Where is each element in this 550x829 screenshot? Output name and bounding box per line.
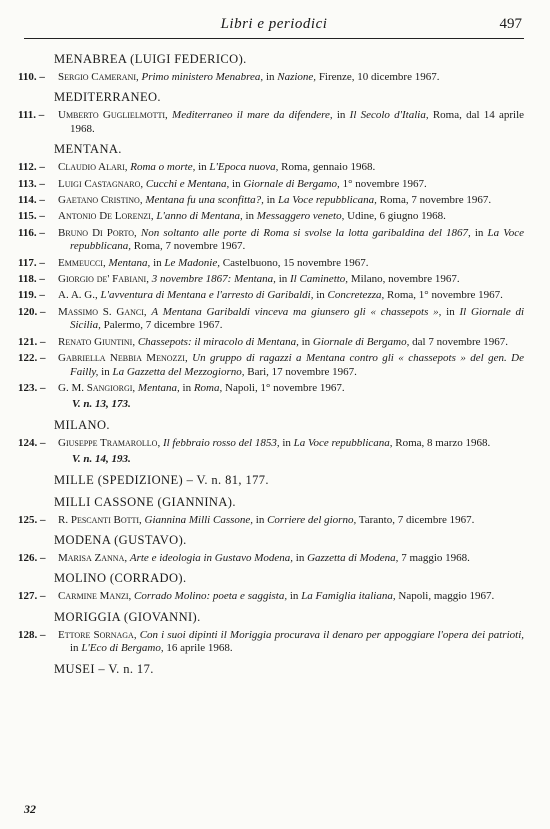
entry-title: L'avventura di Mentana e l'arresto di Garibaldi,: [100, 289, 314, 302]
entry-number: 112. –: [18, 161, 45, 174]
section-heading: MODENA (GUSTAVO).: [54, 532, 187, 547]
entry-place-date: Palermo, 7 dicembre 1967.: [103, 319, 223, 332]
entry-place-date: Roma, 8 marzo 1968.: [395, 436, 491, 449]
bibliography-entry: [18, 194, 524, 207]
entry-title: Il febbraio rosso del 1853,: [162, 436, 280, 449]
entry-title: Corrado Molino: poeta e saggista,: [134, 590, 288, 603]
entry-place-date: Taranto, 7 dicembre 1967.: [358, 513, 475, 526]
page-number: 497: [499, 16, 522, 32]
entry-publication: L'Epoca nuova,: [209, 161, 279, 174]
entry-publication: La Famiglia italiana,: [301, 590, 396, 603]
section-heading: MORIGGIA (GIOVANNI).: [54, 609, 201, 624]
entry-publication: La Voce repubblicana,: [277, 194, 377, 207]
entry-publication: Roma,: [193, 381, 223, 394]
bibliography-entry: [18, 210, 524, 223]
entry-number: 122. –: [18, 352, 46, 365]
entry-place-date: dal 7 novembre 1967.: [412, 335, 509, 348]
bibliography-entry: [18, 273, 524, 286]
entry-title: Primo ministero Menabrea,: [141, 71, 264, 83]
entry-connector: in: [198, 161, 207, 174]
entry-publication: Giornale di Bergamo,: [243, 177, 340, 190]
entry-author: Sergio Camerani,: [58, 71, 139, 83]
bibliography-entry: [18, 177, 524, 191]
entry-title: Giannina Milli Cassone,: [144, 513, 254, 526]
section-heading: MUSEI – V. n. 17.: [54, 661, 154, 676]
entry-connector: in: [295, 551, 305, 564]
entry-title: A Mentana Garibaldi vinceva ma giunsero gli « chassepots »,: [151, 305, 442, 318]
entry-place-date: Roma, 1° novembre 1967.: [387, 289, 503, 302]
entry-author: Gabriella Nebbia Menozzi,: [58, 352, 188, 365]
entry-connector: in: [101, 365, 110, 378]
bibliography-entry: [18, 513, 524, 527]
entry-publication: Concretezza,: [327, 289, 385, 302]
entry-number: 117. –: [18, 256, 45, 269]
section-heading: MENTANA.: [54, 142, 122, 157]
entry-title: Un gruppo di ragazzi a Mentana contro gli « chassepots » del gen. De Failly,: [70, 352, 525, 378]
bibliography-entry: [18, 305, 525, 333]
bibliography-entry: [18, 256, 524, 270]
entry-place-date: Roma, gennaio 1968.: [281, 161, 376, 174]
signature-mark: 32: [24, 802, 36, 816]
entry-place-date: Castelbuono, 15 novembre 1967.: [222, 256, 369, 269]
entry-number: 124. –: [18, 436, 46, 449]
entry-publication: Il Secolo d'Italia,: [349, 109, 429, 122]
entry-author: Umberto Guglielmotti,: [58, 109, 168, 122]
bibliography-entry: [18, 109, 525, 136]
entry-number: 118. –: [18, 273, 45, 286]
entry-place-date: Firenze, 10 dicembre 1967.: [318, 71, 440, 83]
entry-title: Mentana,: [137, 381, 180, 394]
section-heading: MILLI CASSONE (GIANNINA).: [54, 494, 236, 509]
bibliography-entry: [18, 335, 524, 349]
bibliography-entry: [18, 551, 524, 565]
entry-place-date: Roma, 7 novembre 1967.: [379, 194, 492, 207]
entry-number: 123. –: [18, 381, 46, 394]
entry-author: Claudio Alari,: [58, 161, 128, 174]
entry-publication: La Gazzetta del Mezzogiorno,: [112, 365, 245, 378]
entry-author: Giorgio de' Fabiani,: [58, 273, 149, 286]
entry-title: Mentana fu una sconfitta?,: [145, 194, 264, 207]
bibliography-entry: [18, 71, 524, 84]
entry-number: 113. –: [18, 177, 45, 190]
section-heading: MENABREA (LUIGI FEDERICO).: [54, 52, 247, 66]
entry-connector: in: [153, 256, 162, 269]
bibliography-list: [18, 52, 525, 684]
entry-number: 115. –: [18, 210, 45, 223]
entry-connector: in: [182, 381, 192, 394]
entry-author: R. Pescanti Botti,: [58, 513, 142, 526]
entry-title: Non soltanto alle porte di Roma si svolse la lotta garibaldina del 1867,: [140, 226, 471, 239]
entry-title: Mediterraneo il mare da difendere,: [172, 109, 333, 122]
entry-title: Cucchi e Mentana,: [145, 177, 230, 190]
entry-place-date: Roma, dal 14 aprile 1968.: [70, 109, 525, 135]
entry-connector: in: [255, 513, 265, 526]
section-heading: MOLINO (CORRADO).: [54, 571, 187, 586]
entry-title: 3 novembre 1867: Mentana,: [151, 273, 276, 286]
entry-title: L'anno di Mentana,: [156, 210, 243, 223]
entry-publication: Gazzetta di Modena,: [307, 551, 399, 564]
bibliography-entry: [18, 226, 525, 254]
entry-place-date: Udine, 6 giugno 1968.: [347, 210, 446, 223]
entry-place-date: 7 maggio 1968.: [401, 551, 470, 564]
entry-publication: Il Giornale di Sicilia,: [70, 305, 525, 332]
entry-title: Chassepots: il miracolo di Mentana,: [137, 335, 299, 348]
entry-connector: in: [266, 194, 276, 207]
entry-author: Giuseppe Tramarollo,: [58, 436, 161, 449]
entry-author: Emmeucci,: [58, 256, 106, 269]
entry-number: 119. –: [18, 289, 45, 302]
entry-author: Bruno Di Porto,: [58, 226, 137, 239]
section-heading: MEDITERRANEO.: [54, 90, 161, 105]
entry-author: Massimo S. Ganci,: [58, 305, 147, 318]
entry-publication: Il Caminetto,: [290, 273, 349, 286]
entry-number: 116. –: [18, 226, 45, 239]
entry-connector: in: [446, 305, 455, 318]
entry-connector: in: [316, 289, 325, 302]
entry-author: Luigi Castagnaro,: [58, 177, 144, 190]
entry-connector: in: [245, 210, 255, 223]
entry-author: A. A. G.,: [58, 289, 98, 302]
entry-connector: in: [474, 226, 484, 239]
bibliography-entry: [18, 590, 524, 603]
section-heading: MILLE (SPEDIZIONE) – V. n. 81, 177.: [54, 472, 269, 487]
bibliography-entry: [18, 436, 524, 450]
header-title: Libri e periodici: [220, 16, 328, 32]
entry-number: 121. –: [18, 335, 46, 348]
entry-publication: Le Madonie,: [164, 256, 220, 269]
entry-connector: in: [282, 436, 291, 449]
entry-publication: Nazione,: [277, 71, 317, 83]
entry-number: 111. –: [18, 109, 45, 122]
entry-connector: in: [232, 177, 241, 190]
entry-place-date: Napoli, 1° novembre 1967.: [225, 381, 345, 394]
entry-author: Renato Giuntini,: [58, 335, 136, 348]
entry-number: 110. –: [18, 71, 45, 83]
bibliography-entry: [18, 628, 525, 656]
cross-reference: V. n. 14, 193.: [72, 453, 131, 466]
entry-title: Con i suoi dipinti il Moriggia procurava il denaro per appoggiare l'opera dei patrioti,: [139, 628, 525, 641]
entry-place-date: Milano, novembre 1967.: [350, 273, 460, 286]
entry-publication: La Voce repubblicana,: [70, 226, 525, 253]
entry-publication: La Voce repubblicana,: [293, 436, 393, 449]
entry-connector: in: [289, 590, 299, 603]
entry-connector: in: [301, 335, 311, 348]
entry-title: Roma o morte,: [130, 161, 196, 174]
entry-number: 114. –: [18, 194, 45, 207]
entry-author: Carmine Manzi,: [58, 590, 132, 603]
entry-publication: L'Eco di Bergamo,: [81, 642, 164, 655]
entry-author: Marisa Zanna,: [58, 551, 128, 564]
entry-connector: in: [336, 109, 346, 122]
entry-publication: Messaggero veneto,: [256, 210, 345, 223]
cross-reference: V. n. 13, 173.: [72, 398, 131, 411]
entry-place-date: Roma, 7 novembre 1967.: [133, 240, 246, 253]
entry-author: Ettore Sornaga,: [58, 628, 137, 641]
bibliography-entry: [18, 352, 525, 379]
bibliography-entry: [18, 381, 524, 395]
entry-connector: in: [70, 642, 79, 655]
entry-author: Gaetano Cristino,: [58, 194, 143, 207]
entry-place-date: 1° novembre 1967.: [342, 177, 427, 190]
bibliography-entry: [18, 289, 524, 302]
entry-number: 125. –: [18, 513, 46, 526]
bibliography-entry: [18, 161, 524, 174]
entry-number: 128. –: [18, 628, 46, 641]
running-header: [24, 16, 524, 39]
entry-connector: in: [278, 273, 288, 286]
entry-number: 127. –: [18, 590, 46, 603]
entry-connector: in: [265, 71, 275, 83]
entry-publication: Giornale di Bergamo,: [312, 335, 410, 348]
section-heading: MILANO.: [54, 417, 110, 432]
entry-author: G. M. Sangiorgi,: [58, 381, 136, 394]
entry-place-date: 16 aprile 1968.: [166, 642, 233, 655]
entry-title: Mentana,: [108, 256, 151, 269]
entry-number: 126. –: [18, 551, 46, 564]
entry-number: 120. –: [18, 305, 46, 318]
entry-publication: Corriere del giorno,: [267, 513, 357, 526]
entry-place-date: Bari, 17 novembre 1967.: [247, 365, 357, 378]
entry-title: Arte e ideologia in Gustavo Modena,: [129, 551, 294, 564]
entry-author: Antonio De Lorenzi,: [58, 210, 154, 223]
entry-place-date: Napoli, maggio 1967.: [398, 590, 495, 603]
